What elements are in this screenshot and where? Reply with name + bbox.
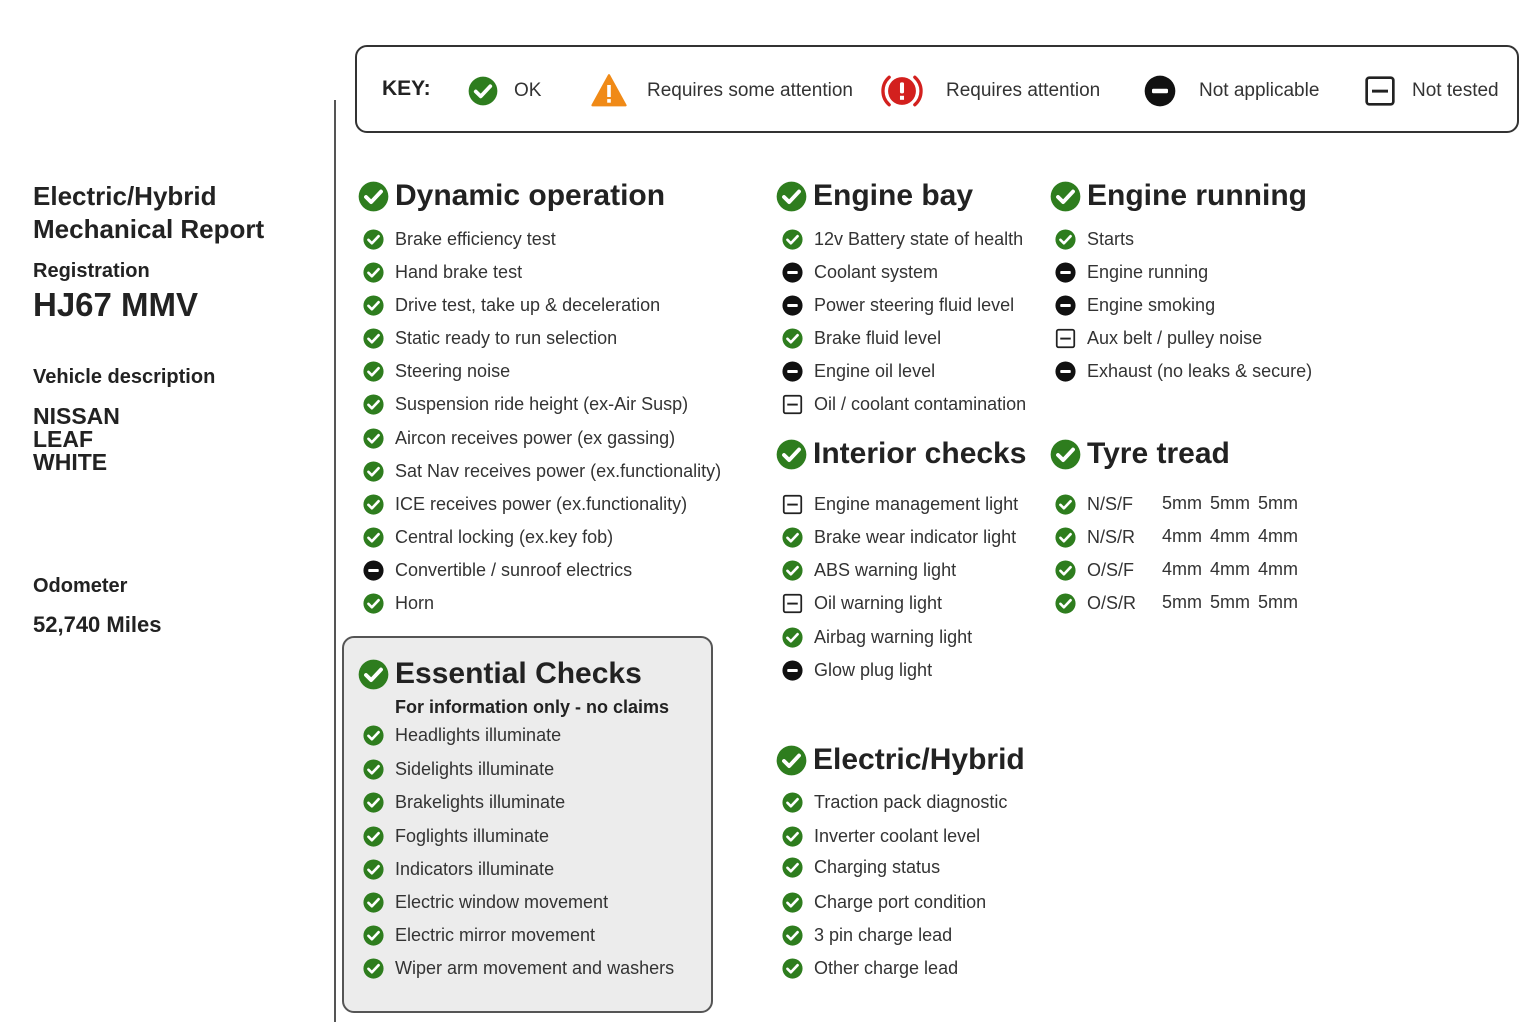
section-title: Tyre tread — [1087, 437, 1230, 470]
section-title: Dynamic operation — [395, 179, 666, 212]
check-circle-icon — [782, 627, 803, 648]
section-title: Interior checks — [813, 437, 1027, 470]
check-item-label: Engine oil level — [814, 360, 936, 381]
minus-circle-icon — [1055, 295, 1076, 316]
check-item — [782, 956, 958, 980]
check-item — [782, 790, 1007, 814]
check-item — [782, 525, 1016, 549]
check-item-label: Traction pack diagnostic — [814, 791, 1008, 812]
check-item-label: Foglights illuminate — [395, 825, 550, 846]
check-item-label: ICE receives power (ex.functionality) — [395, 493, 688, 514]
tyre-tread-reading: 5mm — [1210, 493, 1250, 513]
vehicle-description-label: Vehicle description — [33, 366, 216, 388]
check-item — [363, 591, 434, 615]
check-item-label: Oil warning light — [814, 592, 943, 613]
check-item-label: Steering noise — [395, 360, 511, 381]
check-item-label: N/S/R — [1087, 526, 1136, 547]
check-circle-icon — [363, 295, 384, 316]
check-item — [363, 227, 556, 251]
report-title — [33, 180, 264, 246]
check-item — [363, 890, 608, 914]
section-title: Engine bay — [813, 179, 974, 212]
check-item-label: Engine smoking — [1087, 294, 1216, 315]
check-circle-icon — [358, 181, 389, 212]
check-item — [782, 591, 942, 615]
registration-label: Registration — [33, 260, 150, 282]
minus-square-icon — [1364, 75, 1396, 107]
check-circle-icon — [1055, 593, 1076, 614]
check-item-label: ABS warning light — [814, 559, 957, 580]
check-circle-icon — [1055, 229, 1076, 250]
minus-circle-icon — [1055, 361, 1076, 382]
check-item-label: Aux belt / pulley noise — [1087, 327, 1263, 348]
check-item — [1055, 492, 1133, 516]
check-item — [363, 757, 554, 781]
check-circle-icon — [776, 439, 807, 470]
check-item-label: Brake wear indicator light — [814, 526, 1017, 547]
check-item-label: 12v Battery state of health — [814, 228, 1024, 249]
check-circle-icon — [782, 328, 803, 349]
check-item — [1055, 359, 1312, 383]
alert-circle-icon — [880, 69, 924, 113]
tyre-tread-reading: 4mm — [1258, 526, 1298, 546]
check-circle-icon — [363, 428, 384, 449]
report-summary-panel — [0, 0, 336, 1030]
check-item-label: Brake fluid level — [814, 327, 942, 348]
check-circle-icon — [363, 461, 384, 482]
key-label: OK — [514, 80, 542, 101]
check-item — [1055, 525, 1135, 549]
vehicle-model: LEAF — [33, 426, 94, 452]
check-circle-icon — [363, 494, 384, 515]
check-item-label: Hand brake test — [395, 261, 523, 282]
check-circle-icon — [363, 759, 384, 780]
check-item — [782, 658, 932, 682]
panel-divider — [334, 100, 336, 1022]
tyre-tread-reading: 5mm — [1258, 493, 1298, 513]
odometer-label: Odometer — [33, 575, 128, 597]
check-circle-icon — [363, 262, 384, 283]
check-circle-icon — [363, 958, 384, 979]
check-circle-icon — [363, 892, 384, 913]
check-item — [363, 723, 561, 747]
check-item — [782, 558, 956, 582]
check-item-label: Electric window movement — [395, 891, 609, 912]
check-item — [1055, 326, 1262, 350]
check-item-label: N/S/F — [1087, 493, 1134, 514]
check-item-label: Indicators illuminate — [395, 858, 555, 879]
check-item-label: Sat Nav receives power (ex.functionality) — [395, 460, 722, 481]
registration-value: HJ67 MMV — [33, 286, 199, 323]
check-circle-icon — [1050, 181, 1081, 212]
check-item — [363, 824, 549, 848]
check-item-label: Aircon receives power (ex gassing) — [395, 427, 676, 448]
check-item — [363, 525, 613, 549]
check-item — [782, 293, 1014, 317]
check-circle-icon — [363, 593, 384, 614]
check-item — [363, 790, 565, 814]
check-circle-icon — [776, 181, 807, 212]
check-item — [363, 923, 595, 947]
check-circle-icon — [782, 958, 803, 979]
section-header-interior — [776, 436, 1026, 472]
status-key — [355, 45, 1519, 133]
check-circle-icon — [1055, 527, 1076, 548]
check-item-label: Engine management light — [814, 493, 1019, 514]
tyre-tread-reading: 5mm — [1210, 592, 1250, 612]
key-label: Requires some attention — [647, 80, 853, 101]
key-item-not-applicable — [1144, 47, 1319, 135]
minus-square-icon — [782, 394, 803, 415]
check-item — [782, 227, 1023, 251]
check-item-label: Airbag warning light — [814, 626, 973, 647]
check-item-label: Oil / coolant contamination — [814, 393, 1027, 414]
section-title: Electric/Hybrid — [813, 743, 1025, 776]
minus-circle-icon — [363, 560, 384, 581]
check-item-label: Static ready to run selection — [395, 327, 618, 348]
check-circle-icon — [776, 745, 807, 776]
tyre-tread-reading: 4mm — [1210, 526, 1250, 546]
check-circle-icon — [363, 725, 384, 746]
minus-square-icon — [782, 593, 803, 614]
check-circle-icon — [363, 792, 384, 813]
tyre-tread-reading: 5mm — [1258, 592, 1298, 612]
tyre-tread-reading: 4mm — [1162, 526, 1202, 546]
check-item-label: Convertible / sunroof electrics — [395, 559, 633, 580]
check-item — [782, 392, 1026, 416]
check-item — [782, 855, 940, 879]
tyre-tread-reading: 4mm — [1258, 559, 1298, 579]
key-label: Not tested — [1412, 80, 1499, 101]
check-circle-icon — [363, 826, 384, 847]
check-item-label: Exhaust (no leaks & secure) — [1087, 360, 1313, 381]
check-item-label: Glow plug light — [814, 659, 933, 680]
key-label: Not applicable — [1199, 80, 1320, 101]
key-label: Requires attention — [946, 80, 1101, 101]
check-item-label: Brake efficiency test — [395, 228, 556, 249]
report-title-line1: Electric/Hybrid — [33, 181, 217, 211]
check-item — [782, 625, 972, 649]
check-circle-icon — [782, 892, 803, 913]
check-item — [363, 426, 675, 450]
tyre-tread-reading: 4mm — [1210, 559, 1250, 579]
check-item-label: Brakelights illuminate — [395, 791, 566, 812]
tyre-tread-reading: 5mm — [1162, 493, 1202, 513]
check-circle-icon — [363, 527, 384, 548]
tyre-tread-reading: 4mm — [1162, 559, 1202, 579]
key-item-not-tested — [1364, 47, 1499, 135]
check-item — [363, 326, 617, 350]
check-item — [1055, 260, 1208, 284]
check-circle-icon — [363, 328, 384, 349]
section-note: For information only - no claims — [395, 697, 670, 717]
check-circle-icon — [782, 792, 803, 813]
check-circle-icon — [782, 925, 803, 946]
check-item — [782, 492, 1018, 516]
check-item-label: O/S/R — [1087, 592, 1137, 613]
check-circle-icon — [782, 560, 803, 581]
check-item-label: Drive test, take up & deceleration — [395, 294, 661, 315]
check-item-label: 3 pin charge lead — [814, 924, 953, 945]
check-item-label: Sidelights illuminate — [395, 758, 555, 779]
check-circle-icon — [782, 826, 803, 847]
check-item — [782, 326, 941, 350]
check-item — [363, 293, 660, 317]
check-circle-icon — [782, 229, 803, 250]
vehicle-make: NISSAN — [33, 403, 120, 429]
key-item-some-attention — [591, 47, 853, 135]
check-item — [363, 956, 674, 980]
section-header-electric — [776, 742, 1025, 778]
check-item-label: O/S/F — [1087, 559, 1135, 580]
report-title-line2: Mechanical Report — [33, 214, 265, 244]
check-item-label: Charge port condition — [814, 891, 987, 912]
check-circle-icon — [1050, 439, 1081, 470]
check-item-label: Central locking (ex.key fob) — [395, 526, 614, 547]
check-item-label: Charging status — [814, 856, 941, 877]
check-item — [782, 824, 980, 848]
check-item — [363, 459, 721, 483]
check-item-label: Coolant system — [814, 261, 939, 282]
check-item-label: Power steering fluid level — [814, 294, 1015, 315]
section-header-dynamic — [358, 178, 665, 214]
check-circle-icon — [363, 361, 384, 382]
check-item — [363, 392, 688, 416]
check-item — [363, 359, 510, 383]
check-circle-icon — [363, 394, 384, 415]
check-circle-icon — [363, 925, 384, 946]
check-item — [782, 260, 938, 284]
warning-triangle-icon — [591, 73, 627, 109]
check-circle-icon — [358, 659, 389, 690]
check-item-label: Electric mirror movement — [395, 924, 596, 945]
check-circle-icon — [1055, 560, 1076, 581]
check-item-label: Starts — [1087, 228, 1135, 249]
minus-square-icon — [782, 494, 803, 515]
section-header-engine-bay — [776, 178, 973, 214]
check-circle-icon — [782, 527, 803, 548]
check-item-label: Suspension ride height (ex-Air Susp) — [395, 393, 689, 414]
check-circle-icon — [1055, 494, 1076, 515]
minus-circle-icon — [1144, 75, 1176, 107]
key-item-attention — [880, 47, 1100, 135]
check-item — [782, 359, 935, 383]
check-item — [782, 890, 986, 914]
section-header-essential — [358, 656, 642, 692]
section-title: Engine running — [1087, 179, 1307, 212]
odometer-value: 52,740 Miles — [33, 612, 162, 637]
check-item — [1055, 558, 1134, 582]
section-title: Essential Checks — [395, 657, 642, 690]
check-item — [1055, 591, 1136, 615]
key-item-ok — [468, 47, 541, 135]
check-circle-icon — [363, 229, 384, 250]
minus-circle-icon — [782, 361, 803, 382]
check-item-label: Other charge lead — [814, 957, 959, 978]
check-circle-icon — [468, 76, 498, 106]
check-item-label: Wiper arm movement and washers — [395, 957, 675, 978]
check-item-label: Inverter coolant level — [814, 825, 981, 846]
minus-circle-icon — [782, 295, 803, 316]
check-item-label: Headlights illuminate — [395, 724, 562, 745]
check-item — [363, 558, 632, 582]
check-item — [1055, 293, 1215, 317]
section-header-tyre — [1050, 436, 1230, 472]
minus-square-icon — [1055, 328, 1076, 349]
check-item-label: Engine running — [1087, 261, 1209, 282]
check-item-label: Horn — [395, 592, 435, 613]
check-item — [782, 923, 952, 947]
minus-circle-icon — [782, 660, 803, 681]
minus-circle-icon — [782, 262, 803, 283]
check-item — [363, 492, 687, 516]
check-item — [1055, 227, 1134, 251]
check-item — [363, 857, 554, 881]
key-title: KEY: — [382, 77, 431, 100]
section-header-engine-running — [1050, 178, 1307, 214]
vehicle-colour: WHITE — [33, 449, 108, 475]
tyre-tread-reading: 5mm — [1162, 592, 1202, 612]
check-circle-icon — [782, 857, 803, 878]
minus-circle-icon — [1055, 262, 1076, 283]
check-circle-icon — [363, 859, 384, 880]
check-item — [363, 260, 522, 284]
